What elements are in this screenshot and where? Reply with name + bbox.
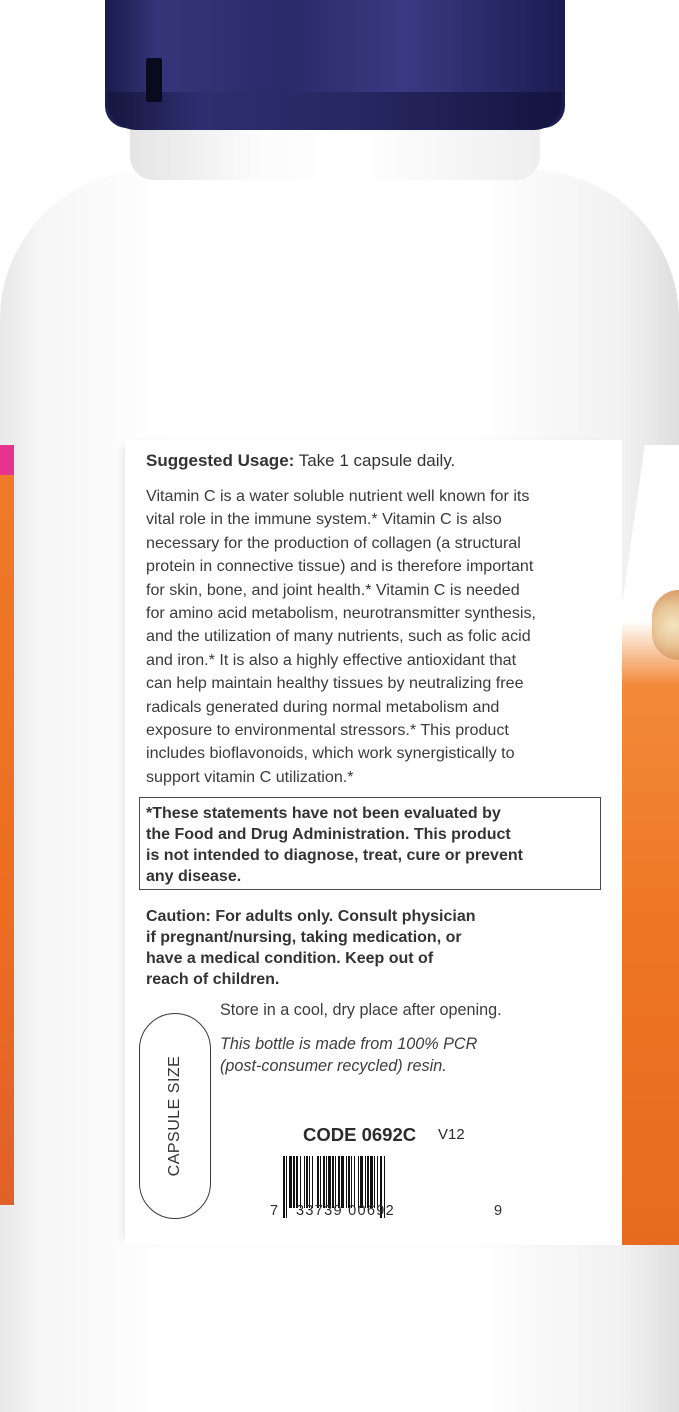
- bottle-neck: [130, 126, 540, 180]
- fda-disclaimer: *These statements have not been evaluated by the Food and Drug Administration. This product is not intended to diagnose, treat, cure or prevent any disease.: [146, 805, 523, 885]
- usage-text: Take 1 capsule daily.: [294, 451, 456, 470]
- bottle-cap-lip: [108, 92, 562, 130]
- usage-heading: Suggested Usage:: [146, 451, 295, 470]
- storage-instructions: Store in a cool, dry place after opening.: [220, 1001, 502, 1019]
- front-label-edge-right: [622, 445, 679, 1245]
- product-code-version: V12: [438, 1126, 465, 1143]
- barcode-digits: 33739 00692: [296, 1203, 395, 1219]
- suggested-usage: [146, 451, 455, 471]
- caution-text: Caution: For adults only. Consult physician if pregnant/nursing, taking medication, or have a medical condition. Keep out of reach of children.: [146, 908, 476, 988]
- barcode-digit-lead: 7: [270, 1203, 280, 1219]
- capsule-size-label: CAPSULE SIZE: [166, 1055, 183, 1177]
- front-label-pink-stripe-left: [0, 445, 14, 475]
- front-label-edge-left: [0, 445, 14, 1205]
- recycle-note: This bottle is made from 100% PCR (post-consumer recycled) resin.: [220, 1035, 478, 1075]
- product-description: Vitamin C is a water soluble nutrient well known for its vital role in the immune system.* Vitamin C is also necessary for the production of collagen (a structural protein in connective tissue) and is therefore important for skin, bone, and joint health.* Vitamin C is needed for amino acid metabolism, neurotransmitter synthesis, and the utilization of many nutrients, such as folic acid and iron.* It is also a highly effective antioxidant that can help maintain healthy tissues by neutralizing free radicals generated during normal metabolism and exposure to environmental stressors.* This product includes bioflavonoids, which work synergistically to support vitamin C utilization.*: [146, 487, 536, 786]
- cap-notch: [146, 58, 162, 102]
- barcode-digit-trail: 9: [494, 1203, 504, 1219]
- product-code: CODE 0692C: [303, 1124, 417, 1145]
